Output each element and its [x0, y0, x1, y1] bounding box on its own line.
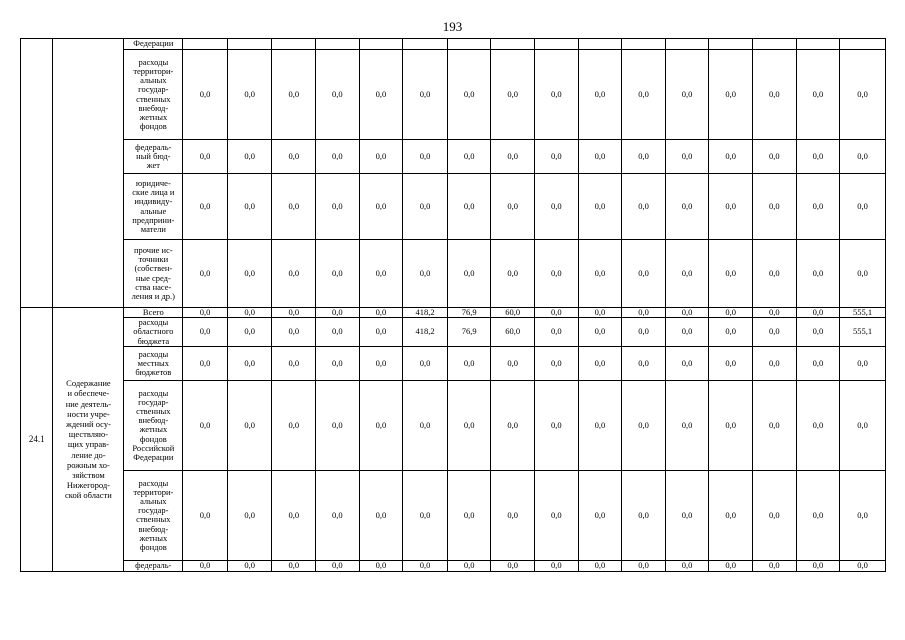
value-cell: 0,0 — [227, 308, 272, 318]
value-cell: 0,0 — [665, 140, 709, 174]
value-cell: 0,0 — [796, 380, 840, 470]
value-cell: 0,0 — [796, 318, 840, 347]
value-cell: 0,0 — [796, 560, 840, 571]
value-cell: 0,0 — [183, 174, 228, 240]
activity-name-line: ности учре- — [67, 408, 110, 419]
table-row — [21, 50, 886, 140]
value-cell: 555,1 — [840, 318, 886, 347]
value-cell: 0,0 — [316, 240, 360, 308]
value-cell: 0,0 — [447, 240, 491, 308]
funding-source-line: расходы — [138, 477, 169, 488]
value-cell: 0,0 — [272, 380, 316, 470]
value-cell: 0,0 — [578, 308, 622, 318]
value-cell: 0,0 — [535, 140, 579, 174]
value-cell: 0,0 — [403, 380, 448, 470]
value-cell — [622, 39, 666, 50]
funding-source-line: внебюд- — [138, 415, 169, 426]
activity-name-line: Нижегород- — [66, 480, 110, 491]
funding-source-label — [124, 39, 183, 50]
value-cell: 0,0 — [447, 140, 491, 174]
value-cell: 0,0 — [578, 346, 622, 380]
value-cell: 0,0 — [796, 174, 840, 240]
value-cell: 0,0 — [359, 50, 403, 140]
value-cell: 0,0 — [403, 346, 448, 380]
table-row — [21, 308, 886, 318]
table-row — [21, 380, 886, 470]
funding-source-label — [124, 140, 183, 174]
value-cell — [753, 39, 797, 50]
value-cell: 0,0 — [272, 140, 316, 174]
activity-name-line: щих управ- — [67, 439, 109, 450]
value-cell — [359, 39, 403, 50]
table-row — [21, 39, 886, 50]
value-cell: 0,0 — [183, 346, 228, 380]
value-cell: 0,0 — [665, 470, 709, 560]
activity-name-line: зяйством — [72, 470, 105, 481]
funding-source-label — [124, 470, 183, 560]
funding-source-line: областного — [133, 326, 174, 337]
funding-source-line: Российской — [132, 442, 175, 453]
value-cell: 0,0 — [753, 380, 797, 470]
value-cell: 0,0 — [622, 240, 666, 308]
value-cell: 0,0 — [535, 380, 579, 470]
value-cell: 0,0 — [272, 308, 316, 318]
value-cell: 0,0 — [753, 470, 797, 560]
value-cell: 60,0 — [491, 318, 535, 347]
value-cell: 0,0 — [272, 560, 316, 571]
funding-source-line: расходы — [138, 317, 169, 328]
value-cell: 0,0 — [183, 380, 228, 470]
funding-source-line: альные — [140, 205, 167, 216]
funding-source-line: альных — [140, 75, 167, 86]
value-cell: 0,0 — [359, 140, 403, 174]
value-cell: 0,0 — [359, 380, 403, 470]
value-cell: 0,0 — [665, 308, 709, 318]
value-cell: 0,0 — [403, 140, 448, 174]
value-cell: 0,0 — [578, 318, 622, 347]
value-cell: 0,0 — [535, 318, 579, 347]
value-cell — [403, 39, 448, 50]
value-cell: 0,0 — [753, 560, 797, 571]
row-code — [21, 39, 53, 308]
funding-source-line: Федерации — [133, 451, 174, 462]
value-cell: 0,0 — [622, 50, 666, 140]
value-cell: 0,0 — [403, 560, 448, 571]
value-cell: 0,0 — [535, 240, 579, 308]
value-cell: 0,0 — [272, 174, 316, 240]
table-row — [21, 140, 886, 174]
value-cell: 0,0 — [753, 174, 797, 240]
table-row — [21, 174, 886, 240]
funding-source-line: государ- — [138, 505, 169, 516]
value-cell: 0,0 — [447, 380, 491, 470]
value-cell: 0,0 — [316, 50, 360, 140]
funding-source-line: фондов — [139, 541, 167, 552]
funding-source-label — [124, 318, 183, 347]
value-cell: 0,0 — [840, 380, 886, 470]
funding-source-line: фондов — [139, 433, 167, 444]
funding-source-line: федераль- — [135, 141, 172, 152]
funding-source-label — [124, 240, 183, 308]
funding-source-label — [124, 174, 183, 240]
funding-source-line: Всего — [142, 307, 164, 317]
value-cell: 0,0 — [753, 50, 797, 140]
value-cell: 0,0 — [622, 140, 666, 174]
value-cell: 0,0 — [753, 308, 797, 318]
value-cell: 0,0 — [535, 470, 579, 560]
value-cell — [709, 39, 753, 50]
value-cell: 0,0 — [272, 240, 316, 308]
value-cell: 0,0 — [491, 346, 535, 380]
activity-name-line: Содержание — [66, 378, 111, 389]
funding-source-line: государ- — [138, 396, 169, 407]
funding-source-label — [124, 560, 183, 571]
value-cell: 0,0 — [709, 380, 753, 470]
funding-source-line: фондов — [139, 121, 167, 132]
funding-source-line: ления и др.) — [131, 290, 175, 301]
value-cell — [840, 39, 886, 50]
funding-source-line: бюджетов — [135, 366, 172, 377]
funding-source-line: местных — [137, 357, 170, 368]
value-cell — [316, 39, 360, 50]
value-cell: 0,0 — [709, 560, 753, 571]
value-cell: 0,0 — [403, 174, 448, 240]
activity-name-line: ской области — [65, 490, 112, 501]
value-cell: 60,0 — [491, 308, 535, 318]
value-cell: 0,0 — [359, 308, 403, 318]
value-cell: 0,0 — [491, 380, 535, 470]
value-cell: 0,0 — [227, 470, 272, 560]
funding-source-line: прочие ис- — [133, 244, 173, 255]
value-cell: 0,0 — [403, 50, 448, 140]
value-cell: 0,0 — [535, 560, 579, 571]
value-cell: 0,0 — [272, 470, 316, 560]
value-cell: 0,0 — [709, 140, 753, 174]
value-cell: 0,0 — [535, 308, 579, 318]
value-cell: 0,0 — [447, 346, 491, 380]
activity-name-line: ществляю- — [68, 429, 109, 440]
value-cell: 0,0 — [622, 308, 666, 318]
value-cell — [272, 39, 316, 50]
value-cell: 0,0 — [447, 470, 491, 560]
activity-name-line: ждений осу- — [65, 419, 111, 429]
funding-source-line: государ- — [138, 84, 169, 95]
funding-source-line: расходы — [138, 387, 169, 398]
value-cell: 0,0 — [796, 240, 840, 308]
value-cell — [491, 39, 535, 50]
value-cell — [578, 39, 622, 50]
funding-source-line: ные сред- — [135, 272, 171, 283]
value-cell — [535, 39, 579, 50]
funding-source-line: ские лица и — [132, 187, 175, 198]
value-cell: 0,0 — [622, 470, 666, 560]
value-cell: 0,0 — [227, 174, 272, 240]
value-cell: 0,0 — [359, 560, 403, 571]
value-cell: 0,0 — [665, 560, 709, 571]
value-cell: 0,0 — [359, 346, 403, 380]
value-cell: 0,0 — [840, 174, 886, 240]
funding-source-line: территори- — [133, 65, 174, 76]
value-cell: 0,0 — [796, 50, 840, 140]
funding-source-line: жетных — [139, 532, 168, 543]
value-cell: 0,0 — [578, 50, 622, 140]
value-cell: 0,0 — [535, 174, 579, 240]
value-cell: 0,0 — [665, 174, 709, 240]
value-cell: 418,2 — [403, 308, 448, 318]
funding-source-label — [124, 346, 183, 380]
funding-source-line: бюджета — [137, 335, 170, 346]
value-cell: 0,0 — [227, 240, 272, 308]
value-cell: 0,0 — [578, 380, 622, 470]
value-cell: 0,0 — [316, 470, 360, 560]
value-cell: 418,2 — [403, 318, 448, 347]
funding-source-line: жетных — [139, 111, 168, 122]
value-cell: 0,0 — [491, 174, 535, 240]
value-cell: 0,0 — [183, 140, 228, 174]
value-cell: 0,0 — [227, 380, 272, 470]
funding-source-line: альных — [140, 495, 167, 506]
value-cell: 0,0 — [447, 50, 491, 140]
funding-source-line: индивиду- — [134, 196, 173, 207]
row-code: 24.1 — [21, 308, 53, 572]
value-cell: 0,0 — [709, 50, 753, 140]
value-cell — [796, 39, 840, 50]
value-cell: 0,0 — [183, 240, 228, 308]
funding-source-line: ственных — [136, 93, 171, 104]
value-cell — [447, 39, 491, 50]
value-cell: 0,0 — [796, 308, 840, 318]
value-cell: 0,0 — [622, 318, 666, 347]
value-cell: 0,0 — [359, 318, 403, 347]
value-cell: 0,0 — [622, 174, 666, 240]
value-cell: 0,0 — [227, 140, 272, 174]
value-cell: 0,0 — [316, 174, 360, 240]
activity-name-line: ление до- — [71, 449, 106, 460]
value-cell: 0,0 — [753, 140, 797, 174]
value-cell: 0,0 — [578, 240, 622, 308]
value-cell: 0,0 — [183, 560, 228, 571]
value-cell: 0,0 — [227, 318, 272, 347]
value-cell: 0,0 — [316, 308, 360, 318]
value-cell: 0,0 — [709, 240, 753, 308]
value-cell: 0,0 — [227, 560, 272, 571]
value-cell — [227, 39, 272, 50]
value-cell: 0,0 — [491, 50, 535, 140]
value-cell: 0,0 — [796, 346, 840, 380]
value-cell: 0,0 — [622, 380, 666, 470]
value-cell: 0,0 — [753, 318, 797, 347]
value-cell: 0,0 — [227, 346, 272, 380]
table-row — [21, 240, 886, 308]
value-cell: 0,0 — [665, 380, 709, 470]
table-row — [21, 470, 886, 560]
value-cell: 0,0 — [578, 140, 622, 174]
value-cell: 0,0 — [753, 240, 797, 308]
value-cell: 0,0 — [709, 174, 753, 240]
funding-source-line: жетных — [139, 424, 168, 435]
funding-source-line: внебюд- — [138, 523, 169, 534]
funding-source-line: (собствен- — [134, 263, 173, 274]
value-cell: 0,0 — [578, 470, 622, 560]
funding-source-line: жет — [146, 160, 160, 171]
funding-source-line: федераль- — [135, 560, 172, 571]
value-cell: 0,0 — [622, 560, 666, 571]
value-cell: 0,0 — [840, 470, 886, 560]
value-cell: 0,0 — [796, 470, 840, 560]
funding-source-line: юридиче- — [135, 177, 171, 188]
value-cell: 0,0 — [491, 140, 535, 174]
value-cell: 0,0 — [447, 174, 491, 240]
value-cell: 0,0 — [796, 140, 840, 174]
table-row — [21, 346, 886, 380]
value-cell: 0,0 — [578, 174, 622, 240]
value-cell: 0,0 — [403, 470, 448, 560]
value-cell: 0,0 — [578, 560, 622, 571]
value-cell: 0,0 — [535, 50, 579, 140]
value-cell: 0,0 — [183, 470, 228, 560]
value-cell: 0,0 — [359, 470, 403, 560]
value-cell: 0,0 — [316, 560, 360, 571]
table-row — [21, 318, 886, 347]
funding-source-label — [124, 50, 183, 140]
funding-source-line: расходы — [138, 56, 169, 67]
funding-source-line: внебюд- — [138, 102, 169, 113]
funding-source-line: расходы — [138, 348, 169, 359]
table-row — [21, 560, 886, 571]
funding-source-line: ственных — [136, 514, 171, 525]
activity-name — [53, 308, 124, 572]
value-cell: 0,0 — [491, 240, 535, 308]
value-cell: 0,0 — [665, 346, 709, 380]
value-cell: 0,0 — [840, 50, 886, 140]
value-cell: 0,0 — [316, 318, 360, 347]
value-cell: 0,0 — [709, 308, 753, 318]
funding-source-line: предприни- — [132, 214, 175, 225]
value-cell: 555,1 — [840, 308, 886, 318]
value-cell: 0,0 — [709, 346, 753, 380]
page-number: 193 — [442, 19, 463, 34]
value-cell: 0,0 — [359, 240, 403, 308]
activity-name-line: рожным хо- — [66, 459, 110, 470]
funding-source-line: матели — [140, 223, 166, 234]
value-cell: 0,0 — [840, 346, 886, 380]
value-cell: 0,0 — [535, 346, 579, 380]
value-cell: 0,0 — [491, 560, 535, 571]
activity-name — [53, 39, 124, 308]
value-cell: 0,0 — [183, 318, 228, 347]
value-cell: 0,0 — [840, 560, 886, 571]
value-cell — [665, 39, 709, 50]
value-cell: 0,0 — [665, 318, 709, 347]
funding-source-line: точники — [138, 254, 169, 265]
value-cell: 0,0 — [316, 346, 360, 380]
budget-table — [20, 38, 886, 572]
value-cell: 0,0 — [753, 346, 797, 380]
value-cell: 0,0 — [272, 318, 316, 347]
funding-source-label — [124, 308, 183, 318]
activity-name-line: и обеспече- — [67, 388, 110, 399]
value-cell: 0,0 — [665, 240, 709, 308]
value-cell: 76,9 — [447, 318, 491, 347]
value-cell: 0,0 — [359, 174, 403, 240]
value-cell: 0,0 — [183, 308, 228, 318]
value-cell: 0,0 — [840, 140, 886, 174]
value-cell: 0,0 — [622, 346, 666, 380]
value-cell: 0,0 — [316, 380, 360, 470]
value-cell: 76,9 — [447, 308, 491, 318]
value-cell: 0,0 — [316, 140, 360, 174]
value-cell: 0,0 — [709, 318, 753, 347]
value-cell: 0,0 — [840, 240, 886, 308]
funding-source-line: ственных — [136, 405, 171, 416]
funding-source-line: территори- — [133, 486, 174, 497]
value-cell: 0,0 — [403, 240, 448, 308]
funding-source-label — [124, 380, 183, 470]
funding-source-line: ства насе- — [135, 281, 172, 292]
funding-source-line: Федерации — [133, 38, 174, 49]
value-cell: 0,0 — [665, 50, 709, 140]
value-cell: 0,0 — [709, 470, 753, 560]
value-cell: 0,0 — [491, 470, 535, 560]
funding-source-line: ный бюд- — [136, 150, 171, 161]
value-cell: 0,0 — [272, 346, 316, 380]
value-cell: 0,0 — [183, 50, 228, 140]
activity-name-line: ние деятель- — [65, 398, 112, 409]
value-cell — [183, 39, 228, 50]
value-cell: 0,0 — [447, 560, 491, 571]
value-cell: 0,0 — [227, 50, 272, 140]
value-cell: 0,0 — [272, 50, 316, 140]
